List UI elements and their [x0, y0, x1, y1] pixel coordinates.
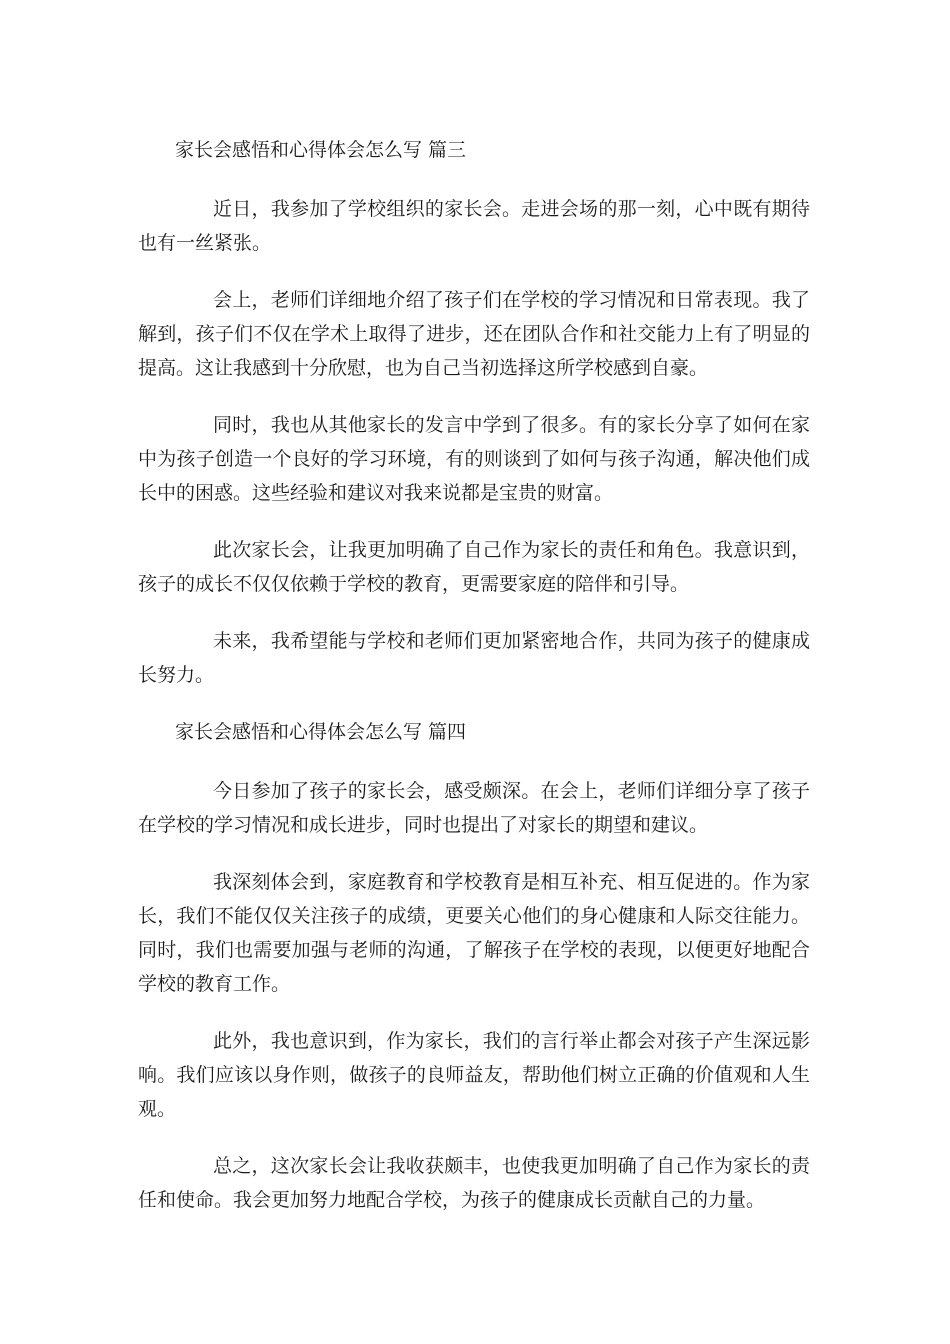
paragraph: 此外，我也意识到，作为家长，我们的言行举止都会对孩子产生深远影响。我们应该以身作则，做孩子的良师益友，帮助他们树立正确的价值观和人生观。 — [138, 1030, 810, 1120]
paragraph: 今日参加了孩子的家长会，感受颇深。在会上，老师们详细分享了孩子在学校的学习情况和成长进步，同时也提出了对家长的期望和建议。 — [138, 780, 810, 836]
paragraph: 我深刻体会到，家庭教育和学校教育是相互补充、相互促进的。作为家长，我们不能仅仅关注孩子的成绩，更要关心他们的身心健康和人际交往能力。同时，我们也需要加强与老师的沟通，了解孩子在学校的表现，以便更好地配合学校的教育工作。 — [138, 871, 810, 995]
section-title-3: 家长会感悟和心得体会怎么写 篇三 — [175, 139, 467, 161]
paragraph: 会上，老师们详细地介绍了孩子们在学校的学习情况和日常表现。我了解到，孩子们不仅在学术上取得了进步，还在团队合作和社交能力上有了明显的提高。这让我感到十分欣慰，也为自己当初选择这所学校感到自豪。 — [138, 289, 810, 379]
document-body — [138, 133, 810, 1240]
paragraph: 近日，我参加了学校组织的家长会。走进会场的那一刻，心中既有期待也有一丝紧张。 — [138, 198, 810, 254]
paragraph: 同时，我也从其他家长的发言中学到了很多。有的家长分享了如何在家中为孩子创造一个良好的学习环境，有的则谈到了如何与孩子沟通，解决他们成长中的困惑。这些经验和建议对我来说都是宝贵的财富。 — [138, 414, 810, 504]
paragraph: 未来，我希望能与学校和老师们更加紧密地合作，共同为孩子的健康成长努力。 — [138, 630, 810, 686]
paragraph: 总之，这次家长会让我收获颇丰，也使我更加明确了自己作为家长的责任和使命。我会更加努力地配合学校，为孩子的健康成长贡献自己的力量。 — [138, 1155, 810, 1211]
paragraph: 此次家长会，让我更加明确了自己作为家长的责任和角色。我意识到，孩子的成长不仅仅依赖于学校的教育，更需要家庭的陪伴和引导。 — [138, 539, 810, 595]
section-title-4: 家长会感悟和心得体会怎么写 篇四 — [175, 721, 467, 743]
